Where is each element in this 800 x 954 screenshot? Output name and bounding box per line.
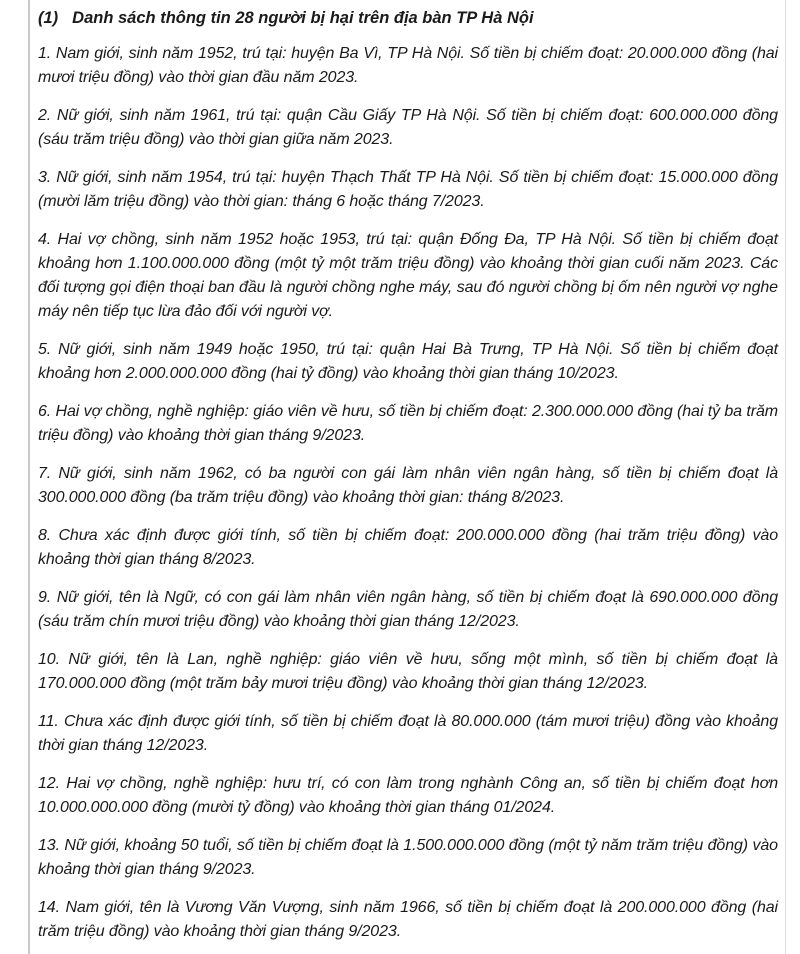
section-heading	[38, 6, 778, 30]
left-border-rule	[28, 0, 30, 954]
victim-entry-2: 2. Nữ giới, sinh năm 1961, trú tại: quận Cầu Giấy TP Hà Nội. Số tiền bị chiếm đoạt: 600.000.000 đồng (sáu trăm triệu đồng) vào thời gian giữa năm 2023.	[38, 107, 778, 148]
victim-entry-8: 8. Chưa xác định được giới tính, số tiền bị chiếm đoạt: 200.000.000 đồng (hai trăm triệu đồng) vào khoảng thời gian tháng 8/2023.	[38, 527, 778, 568]
section-title: Danh sách thông tin 28 người bị hại trên địa bàn TP Hà Nội	[72, 9, 534, 27]
victim-entry-1: 1. Nam giới, sinh năm 1952, trú tại: huyện Ba Vì, TP Hà Nội. Số tiền bị chiếm đoạt: 20.000.000 đồng (hai mươi triệu đồng) vào thời gian đầu năm 2023.	[38, 45, 778, 86]
victim-entry-9: 9. Nữ giới, tên là Ngữ, có con gái làm nhân viên ngân hàng, số tiền bị chiếm đoạt là 690.000.000 đồng (sáu trăm chín mươi triệu đồng) vào khoảng thời gian tháng 12/2023.	[38, 589, 778, 630]
victim-entry-13: 13. Nữ giới, khoảng 50 tuổi, số tiền bị chiếm đoạt là 1.500.000.000 đồng (một tỷ năm trăm triệu đồng) vào khoảng thời gian tháng 9/2023.	[38, 837, 778, 878]
victim-entry-6: 6. Hai vợ chồng, nghề nghiệp: giáo viên về hưu, số tiền bị chiếm đoạt: 2.300.000.000 đồng (hai tỷ ba trăm triệu đồng) vào khoảng thời gian tháng 9/2023.	[38, 403, 778, 444]
right-border-rule	[785, 0, 786, 954]
victim-entry-10: 10. Nữ giới, tên là Lan, nghề nghiệp: giáo viên về hưu, sống một mình, số tiền bị chiếm đoạt là 170.000.000 đồng (một trăm bảy mươi triệu đồng) vào khoảng thời gian tháng 12/2023.	[38, 651, 778, 692]
victim-entry-5: 5. Nữ giới, sinh năm 1949 hoặc 1950, trú tại: quận Hai Bà Trưng, TP Hà Nội. Số tiền bị chiếm đoạt khoảng hơn 2.000.000.000 đồng (hai tỷ đồng) vào khoảng thời gian tháng 10/2023.	[38, 341, 778, 382]
victim-entry-3: 3. Nữ giới, sinh năm 1954, trú tại: huyện Thạch Thất TP Hà Nội. Số tiền bị chiếm đoạt: 15.000.000 đồng (mười lăm triệu đồng) vào thời gian: tháng 6 hoặc tháng 7/2023.	[38, 169, 778, 210]
victim-entry-7: 7. Nữ giới, sinh năm 1962, có ba người con gái làm nhân viên ngân hàng, số tiền bị chiếm đoạt là 300.000.000 đồng (ba trăm triệu đồng) vào khoảng thời gian: tháng 8/2023.	[38, 465, 778, 506]
victim-entry-14: 14. Nam giới, tên là Vương Văn Vượng, sinh năm 1966, số tiền bị chiếm đoạt là 200.000.000 đồng (hai trăm triệu đồng) vào khoảng thời gian tháng 9/2023.	[38, 899, 778, 940]
victim-entry-4: 4. Hai vợ chồng, sinh năm 1952 hoặc 1953, trú tại: quận Đống Đa, TP Hà Nội. Số tiền bị chiếm đoạt khoảng hơn 1.100.000.000 đồng (một tỷ một trăm triệu đồng) vào khoảng thời gian cuối năm 2023. Các đối tượng gọi điện thoại ban đầu là người chồng nghe máy, sau đó người chồng bị ốm nên người vợ nghe máy nên tiếp tục lừa đảo đối với người vợ.	[38, 231, 778, 320]
victim-entry-12: 12. Hai vợ chồng, nghề nghiệp: hưu trí, có con làm trong nghành Công an, số tiền bị chiếm đoạt hơn 10.000.000.000 đồng (mười tỷ đồng) vào khoảng thời gian tháng 01/2024.	[38, 775, 778, 816]
section-number: (1)	[38, 9, 59, 27]
victim-entry-11: 11. Chưa xác định được giới tính, số tiền bị chiếm đoạt là 80.000.000 (tám mươi triệu) đồng vào khoảng thời gian tháng 12/2023.	[38, 713, 778, 754]
